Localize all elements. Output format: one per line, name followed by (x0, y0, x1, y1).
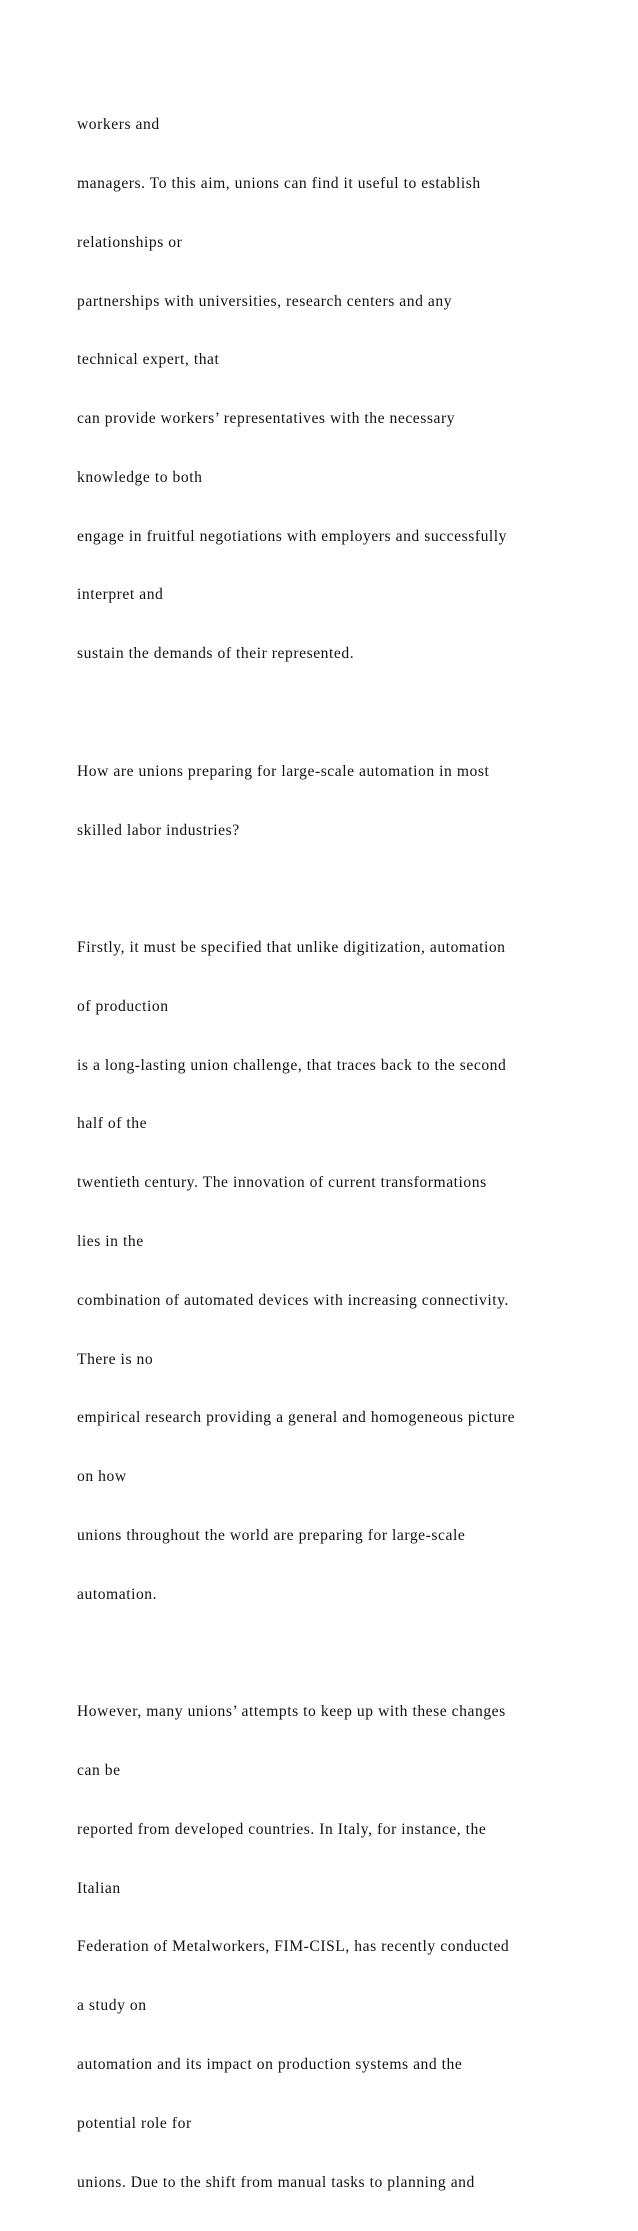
text-line: automation. (77, 1585, 158, 1603)
text-line: knowledge to both (77, 468, 203, 486)
text-line: workers and (77, 116, 160, 134)
text-line: on how (77, 1468, 127, 1486)
text-line: There is no (77, 1350, 154, 1368)
text-line: combination of automated devices with increasing connectivity. (77, 1291, 509, 1309)
text-line: Italian (77, 1879, 121, 1897)
text-line: can be (77, 1762, 121, 1780)
text-line: engage in fruitful negotiations with employers and successfully (77, 527, 508, 545)
text-line: However, many unions’ attempts to keep up with these changes (77, 1703, 506, 1721)
text-line: unions. Due to the shift from manual tasks to planning and (77, 2173, 475, 2191)
text-line: a study on (77, 1997, 147, 2015)
text-line: automation and its impact on production systems and the (77, 2055, 463, 2073)
paragraph-break (77, 1644, 622, 1664)
text-line: lies in the (77, 1233, 144, 1251)
text-line: interpret and (77, 586, 164, 604)
text-line: empirical research providing a general and homogeneous picture (77, 1409, 516, 1427)
text-line: unions throughout the world are preparing for large-scale (77, 1526, 466, 1544)
text-line: Federation of Metalworkers, FIM-CISL, has recently conducted (77, 1938, 510, 1956)
text-line: Firstly, it must be specified that unlike digitization, automation (77, 939, 506, 957)
paragraph-break (77, 879, 622, 899)
text-line: of production (77, 997, 169, 1015)
text-line: relationships or (77, 233, 183, 251)
text-line: potential role for (77, 2114, 192, 2132)
document-text (77, 76, 622, 2231)
text-line: twentieth century. The innovation of current transformations (77, 1174, 487, 1192)
paragraph-break (77, 703, 622, 723)
text-line: can provide workers’ representatives with the necessary (77, 410, 456, 428)
text-line: skilled labor industries? (77, 821, 240, 839)
text-line: How are unions preparing for large-scale automation in most (77, 762, 490, 780)
text-line: is a long-lasting union challenge, that traces back to the second (77, 1056, 507, 1074)
text-line: partnerships with universities, research centers and any (77, 292, 453, 310)
text-line: reported from developed countries. In Italy, for instance, the (77, 1820, 487, 1838)
text-line: technical expert, that (77, 351, 220, 369)
text-line: managers. To this aim, unions can find it useful to establish (77, 174, 481, 192)
text-line: half of the (77, 1115, 148, 1133)
text-line: sustain the demands of their represented. (77, 645, 355, 663)
